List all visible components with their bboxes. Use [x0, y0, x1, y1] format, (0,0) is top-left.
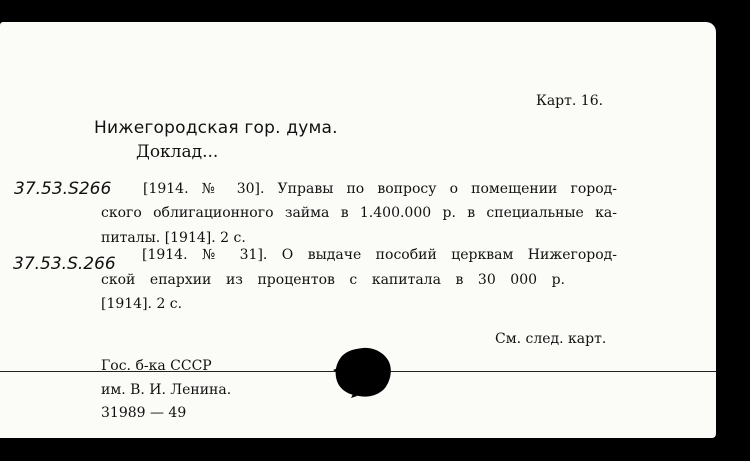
- entry-1-line-1: [1914. № 30]. Управы по вопросу о помещении город-: [143, 181, 617, 197]
- entry-1-line-2: ского облигационного займа в 1.400.000 р. в специальные ка-: [101, 205, 617, 221]
- card-heading: Нижегородская гор. дума.: [94, 118, 338, 138]
- punch-hole: [333, 346, 393, 398]
- library-stamp-line-2: им. В. И. Ленина.: [101, 382, 232, 398]
- library-stamp-line-3: 31989 — 49: [101, 405, 187, 421]
- card-subheading: Доклад...: [136, 142, 219, 162]
- catalog-card: [0, 22, 716, 438]
- entry-1-shelfmark: 37.53.S266: [14, 179, 112, 199]
- card-number: Карт. 16.: [536, 93, 604, 109]
- entry-2-line-2: ской епархии из процентов с капитала в 30 000 р.: [101, 272, 565, 288]
- entry-1-line-3: питалы. [1914]. 2 с.: [101, 230, 246, 246]
- entry-2-line-3: [1914]. 2 с.: [101, 296, 183, 312]
- library-stamp-line-1: Гос. б-ка СССР: [101, 358, 212, 374]
- see-next-card: См. след. карт.: [495, 331, 607, 347]
- entry-2-shelfmark: 37.53.S.266: [13, 254, 116, 274]
- entry-2-line-1: [1914. № 31]. О выдаче пособий церквам Нижегород-: [142, 247, 617, 263]
